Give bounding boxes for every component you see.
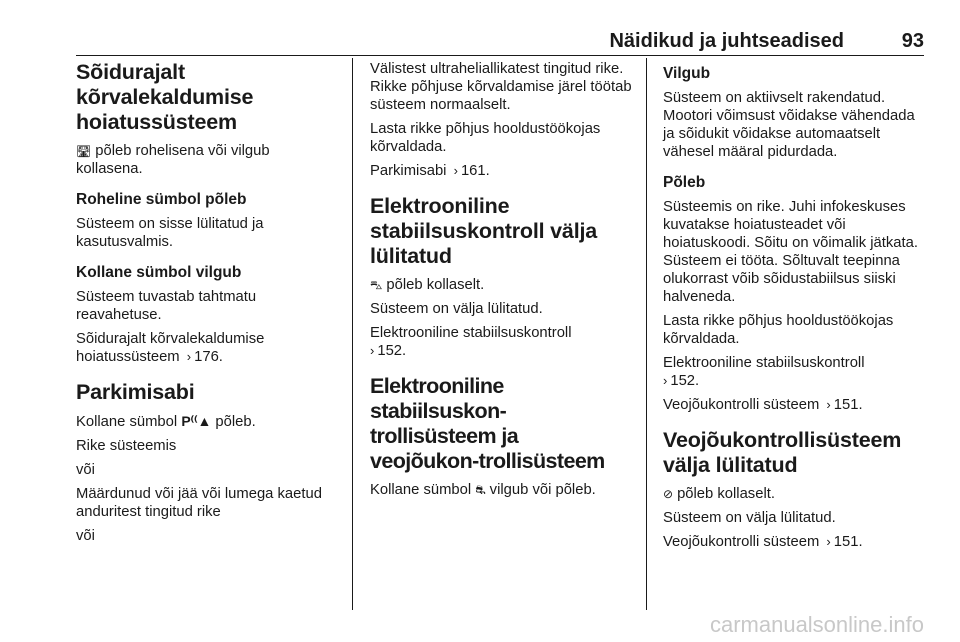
heading-yellow-symbol: Kollane sümbol vilgub: [76, 264, 242, 281]
parking-assist-icon: P⁽⁽▲: [181, 413, 212, 429]
reference-arrow-icon: ›: [453, 163, 458, 178]
esc-reference[interactable]: Elektrooniline stabiilsuskontroll › 152.: [663, 355, 865, 389]
parking-intro: Kollane sümbol P⁽⁽▲ põleb.: [76, 413, 256, 430]
reference-arrow-icon: ›: [370, 343, 375, 358]
watermark: carmanualsonline.info: [709, 612, 924, 637]
heading-esc-tc: Elektrooniline stabiilsuskon-trollisüsteem ja veojõukon-trollisüsteem: [370, 374, 605, 473]
workshop-text: Lasta rikke põhjus hooldustöökojas kõrvaldada.: [663, 313, 894, 347]
reference-arrow-icon: ›: [186, 349, 192, 364]
reference-arrow-icon: ›: [663, 373, 668, 388]
ldw-reference[interactable]: Sõidurajalt kõrvalekaldumise hoiatussüsteem › 176.: [76, 331, 265, 365]
heading-lane-departure: Sõidurajalt kõrvalekaldumise hoiatussüsteem: [76, 60, 254, 134]
tc-off-intro: ⊘ põleb kollaselt.: [663, 486, 775, 502]
tc-reference-2[interactable]: Veojõukontrolli süsteem › 151.: [663, 534, 863, 550]
yellow-text: Süsteem tuvastab tahtmatu reavahetuse.: [76, 289, 257, 323]
ultrasonic-text: Välistest ultraheliallikatest tingitud rike. Rikke põhjuse kõrvaldamise järel töötab süsteem normaalselt.: [370, 61, 632, 113]
lit-text: Süsteemis on rike. Juhi infokeskuses kuvatakse hoiatusteadet või hoiatuskoodi. Sõitu on võimalik jätkata. Süsteem ei tööta. Sõltuvalt teepinna olukorrast võib sõidustabiilsus siiski halveneda.: [663, 199, 918, 305]
traction-control-off-icon: ⊘: [663, 487, 674, 501]
fault-system: Rike süsteemis: [76, 438, 177, 454]
page-number: 93: [901, 30, 924, 52]
page-header: [76, 30, 924, 50]
workshop-text: Lasta rikke põhjus hooldustöökojas kõrvaldada.: [370, 121, 601, 155]
heading-esc-off: Elektrooniline stabiilsuskontroll välja lülitatud: [370, 194, 597, 268]
column-divider-2: [646, 58, 647, 610]
or-2: või: [76, 528, 95, 544]
heading-lit: Põleb: [663, 174, 706, 191]
column-2: [370, 60, 632, 505]
column-3: [663, 60, 925, 557]
header-divider: [76, 55, 924, 56]
heading-flashing: Vilgub: [663, 65, 711, 82]
esc-tc-intro: Kollane sümbol ⛐ vilgub või põleb.: [370, 482, 596, 498]
flashing-text: Süsteem on aktiivselt rakendatud. Mootori võimsust võidakse vähendada ja sõidukit võidakse automaatselt vähesel määral pidurdada.: [663, 90, 915, 160]
heading-green-symbol: Roheline sümbol põleb: [76, 191, 247, 208]
ldw-intro: 🛣 põleb rohelisena või vilgub kollasena.: [76, 143, 270, 177]
esc-icon: ⛐: [475, 483, 486, 497]
esc-off-intro: ⛍ põleb kollaselt.: [370, 277, 485, 293]
column-divider-1: [352, 58, 353, 610]
esc-reference[interactable]: Elektrooniline stabiilsuskontroll › 152.: [370, 325, 572, 359]
page-title: Näidikud ja juhtseadised: [609, 30, 844, 52]
reference-arrow-icon: ›: [826, 397, 831, 412]
esc-off-icon: ⛍: [370, 278, 383, 292]
column-1: [76, 60, 338, 551]
green-text: Süsteem on sisse lülitatud ja kasutusvalmis.: [76, 216, 264, 250]
tc-off-status: Süsteem on välja lülitatud.: [663, 510, 836, 526]
reference-arrow-icon: ›: [826, 534, 831, 549]
heading-parking-assist: Parkimisabi: [76, 380, 195, 404]
dirty-sensors: Määrdunud või jää või lumega kaetud anduritest tingitud rike: [76, 486, 322, 520]
tc-reference[interactable]: Veojõukontrolli süsteem › 151.: [663, 397, 863, 413]
parking-reference[interactable]: Parkimisabi › 161.: [370, 163, 490, 179]
or-1: või: [76, 462, 95, 478]
lane-departure-icon: 🛣: [76, 144, 92, 158]
heading-tc-off: Veojõukontrollisüsteem välja lülitatud: [663, 428, 902, 477]
esc-off-status: Süsteem on välja lülitatud.: [370, 301, 543, 317]
